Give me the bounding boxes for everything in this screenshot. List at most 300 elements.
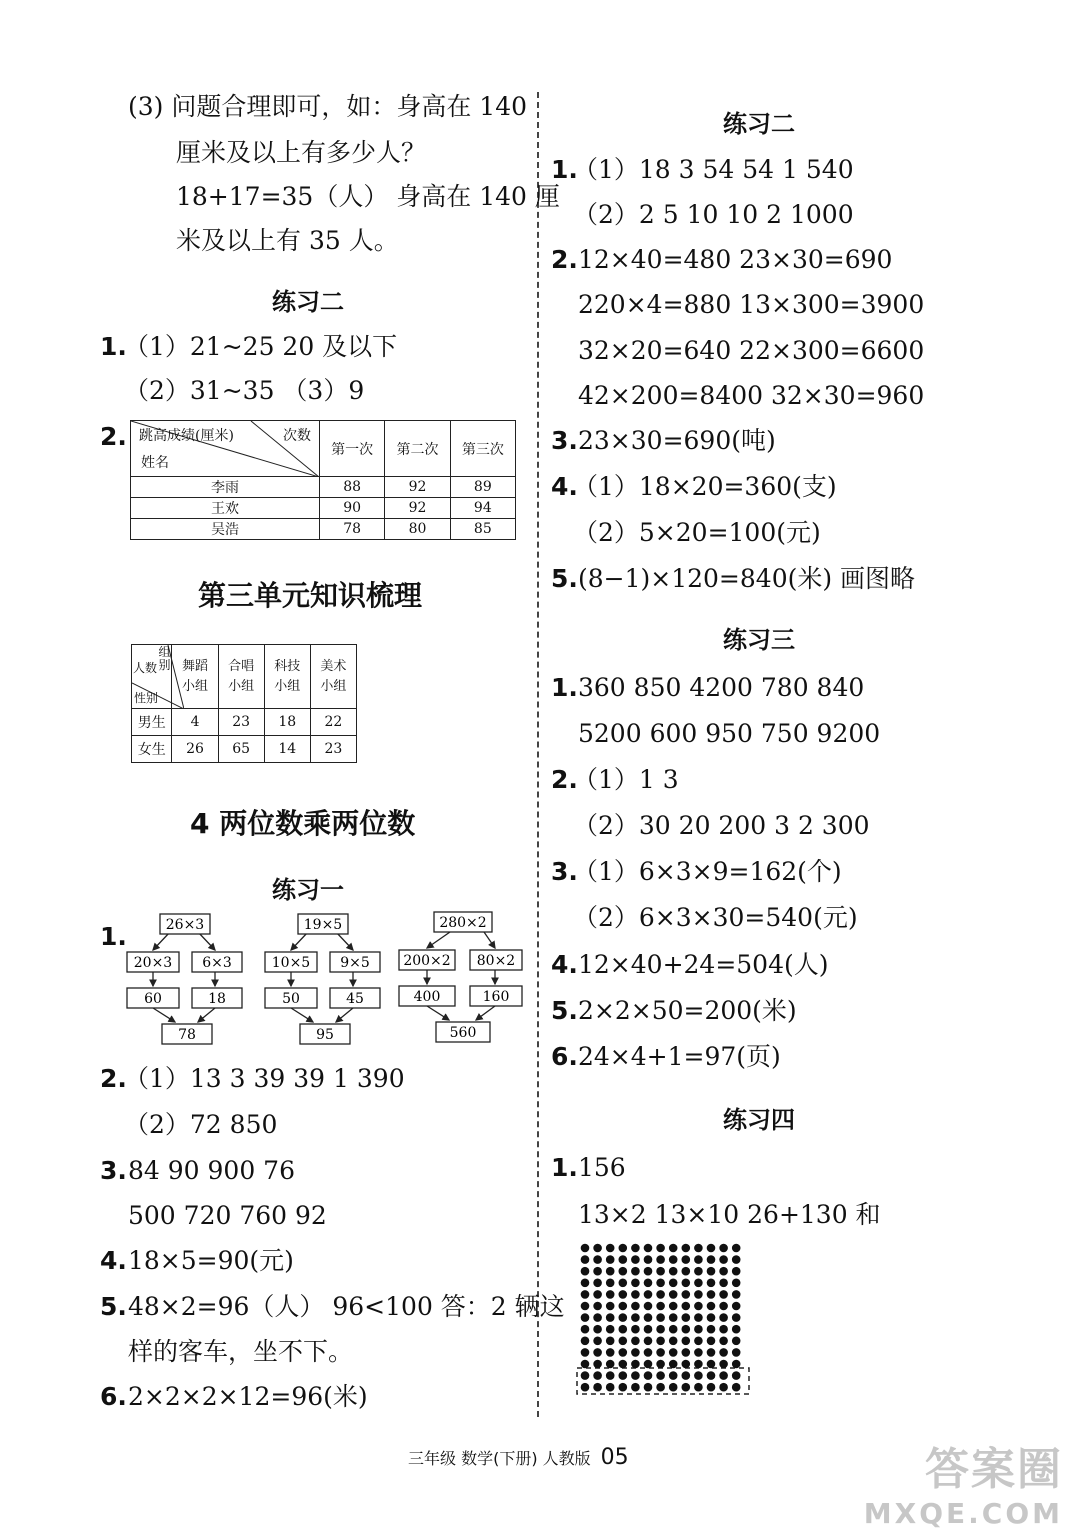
dot [593,1244,602,1253]
dot [707,1371,716,1380]
dot [619,1244,628,1253]
question-number: 3. [551,426,578,455]
row-name: 男生 [132,709,172,736]
answer-line: （1）18×20=360(支) [573,472,837,501]
header-score: 跳高成绩(厘米) [139,428,234,444]
dot [644,1383,653,1392]
answer-line: 24×4+1=97(页) [578,1042,781,1071]
table-cell: 89 [450,477,515,498]
table-cell: 78 [320,519,385,540]
tree-right-value: 18 [208,991,226,1007]
dot [581,1337,590,1346]
section-heading: 练习二 [272,288,344,316]
section-heading: 练习四 [723,1106,795,1134]
question-number: 5. [551,564,578,593]
dot [619,1313,628,1322]
tree-right-value: 160 [482,989,510,1005]
answer-line: 23×30=690(吨) [578,426,776,455]
dot [707,1290,716,1299]
dot [682,1267,691,1276]
dot [694,1337,703,1346]
question-number: 5. [551,996,578,1025]
answer-line: 500 720 760 92 [128,1201,327,1230]
question-number: 1. [551,1153,578,1182]
question-number: 1. [551,155,578,184]
answer-line: 18×5=90(元) [128,1246,294,1275]
dot [669,1348,678,1357]
tree-result: 78 [178,1027,196,1043]
dot [593,1279,602,1288]
dot [581,1244,590,1253]
dot [581,1267,590,1276]
dot [644,1325,653,1334]
dot [707,1279,716,1288]
answer-line: （2）6×3×30=540(元) [573,903,858,932]
dot [719,1255,728,1264]
dot [732,1325,741,1334]
dot [719,1337,728,1346]
tree-result: 95 [316,1027,334,1043]
dot [606,1255,615,1264]
dot [593,1383,602,1392]
question-number: 1. [100,922,127,951]
dot [707,1360,716,1369]
dot [669,1325,678,1334]
header-name: 姓名 [141,455,169,471]
table-cell: 23 [310,736,356,763]
dot [656,1337,665,1346]
dot [669,1267,678,1276]
dot [606,1337,615,1346]
answer-line: 84 90 900 76 [128,1156,295,1185]
dot [682,1383,691,1392]
answer-line: 12×40+24=504(人) [578,950,829,979]
dot [619,1279,628,1288]
answer-line: （2）5×20=100(元) [573,518,821,547]
dot [719,1325,728,1334]
table-cell: 92 [385,498,450,519]
table-cell: 18 [264,709,310,736]
answer-line: （1）18 3 54 54 1 540 [573,155,854,184]
answer-line: 220×4=880 13×300=3900 [578,290,925,319]
dot [707,1383,716,1392]
dot [682,1302,691,1311]
dot [631,1360,640,1369]
dot [694,1267,703,1276]
row-name: 王欢 [131,498,320,519]
question-number: 5. [100,1292,127,1321]
dot [707,1244,716,1253]
dot [606,1360,615,1369]
dot [619,1302,628,1311]
header-sex: 性别 [134,691,159,705]
dot [669,1302,678,1311]
dot [619,1360,628,1369]
dot [682,1244,691,1253]
dot [732,1244,741,1253]
tree-3 [399,912,522,1042]
section-heading: 练习三 [723,626,795,654]
dot [619,1267,628,1276]
dot [682,1348,691,1357]
dot [682,1325,691,1334]
dot [707,1313,716,1322]
diagonal-header-cell [131,421,320,477]
question-number: 6. [551,1042,578,1071]
dot [669,1290,678,1299]
column-header: 科技小组 [264,645,310,709]
unit-heading: 第三单元知识梳理 [198,579,423,612]
dot [593,1255,602,1264]
chapter-heading: 4 两位数乘两位数 [190,807,416,840]
row-name: 李雨 [131,477,320,498]
table-cell: 65 [218,736,264,763]
dot [644,1302,653,1311]
tree-left-value: 60 [144,991,162,1007]
dot [669,1313,678,1322]
dot [669,1244,678,1253]
answer-line: 厘米及以上有多少人？ [176,138,427,167]
answer-line: 156 [578,1153,626,1182]
dot [656,1302,665,1311]
question-number: 4. [551,472,578,501]
table-cell: 80 [385,519,450,540]
dot [719,1383,728,1392]
answer-line: 48×2=96（人） 96<100 答：2 辆这 [128,1292,565,1321]
dot [606,1371,615,1380]
tree-left: 10×5 [271,955,311,971]
dot [669,1360,678,1369]
dot [707,1337,716,1346]
dot [732,1360,741,1369]
dot [669,1383,678,1392]
answer-line: 42×200=8400 32×30=960 [578,381,925,410]
answer-line: 12×40=480 23×30=690 [578,245,893,274]
dot [593,1313,602,1322]
question-number: 1. [100,332,127,361]
tree-top: 280×2 [439,915,487,931]
dot [656,1360,665,1369]
header-count: 人数 [133,661,158,675]
watermark [864,1433,1063,1530]
dot [644,1244,653,1253]
dot [669,1371,678,1380]
dot [656,1383,665,1392]
dot [606,1290,615,1299]
dot [656,1267,665,1276]
dot [682,1337,691,1346]
tree-left: 20×3 [133,955,173,971]
dot [682,1371,691,1380]
dot [682,1360,691,1369]
dot [593,1348,602,1357]
dot [719,1302,728,1311]
dot [593,1290,602,1299]
answer-line: (8−1)×120=840(米) 画图略 [578,564,916,593]
dot [581,1383,590,1392]
tree-2 [265,914,380,1044]
dot [732,1383,741,1392]
dot [707,1325,716,1334]
dot [732,1279,741,1288]
answer-line: 5200 600 950 750 9200 [578,719,881,748]
dot [682,1279,691,1288]
dot [694,1325,703,1334]
dot [669,1337,678,1346]
dot [707,1267,716,1276]
dot [631,1255,640,1264]
section-heading: 练习一 [272,876,344,904]
dot [619,1337,628,1346]
dot [581,1360,590,1369]
table-cell: 14 [264,736,310,763]
dot [644,1313,653,1322]
answer-line: 32×20=640 22×300=6600 [578,336,925,365]
dot [631,1290,640,1299]
dot [656,1371,665,1380]
tree-1 [127,914,242,1044]
dot [593,1267,602,1276]
column-header: 第二次 [385,421,450,477]
dot [656,1313,665,1322]
dot [581,1290,590,1299]
question-number: 4. [100,1246,127,1275]
header-group: 组别 [158,645,171,672]
dot [581,1371,590,1380]
dot [719,1348,728,1357]
dot [644,1279,653,1288]
dot [619,1348,628,1357]
page-footer [408,1445,629,1470]
table-cell: 90 [320,498,385,519]
row-name: 吴浩 [131,519,320,540]
question-number: 2. [551,245,578,274]
question-number: 2. [100,1064,127,1093]
dot [631,1371,640,1380]
tree-right: 6×3 [202,955,232,971]
dot [593,1337,602,1346]
column-header: 合唱小组 [218,645,264,709]
answer-line: （2）30 20 200 3 2 300 [573,811,870,840]
dot [606,1348,615,1357]
dot [694,1371,703,1380]
column-header: 第三次 [450,421,515,477]
dot [644,1371,653,1380]
dot [631,1325,640,1334]
dot [694,1290,703,1299]
dot [656,1348,665,1357]
answer-line: （1）21~25 20 及以下 [124,332,398,361]
watermark-logo: 答案圈 [925,1444,1063,1495]
answer-line: 360 850 4200 780 840 [578,673,865,702]
dot [631,1383,640,1392]
dot [656,1290,665,1299]
diagonal-header-cell [132,645,172,709]
dot [656,1255,665,1264]
dot [719,1290,728,1299]
table-cell: 22 [310,709,356,736]
dot [732,1290,741,1299]
dot [593,1371,602,1380]
answer-line: （2）31~35 （3）9 [124,376,365,405]
dot [619,1255,628,1264]
question-number: 6. [100,1382,127,1411]
answer-line: （2）72 850 [124,1110,278,1139]
dot [707,1348,716,1357]
dot [644,1348,653,1357]
dot [694,1313,703,1322]
dot [719,1279,728,1288]
dot [606,1313,615,1322]
dot [619,1383,628,1392]
answer-line: （1）13 3 39 39 1 390 [124,1064,405,1093]
dot [631,1337,640,1346]
dot [606,1244,615,1253]
dot-array-diagram [575,1240,755,1400]
table-cell: 4 [172,709,218,736]
answer-line: (3) 问题合理即可，如：身高在 140 [128,92,528,121]
dot [631,1302,640,1311]
dot [719,1360,728,1369]
tree-left-value: 50 [282,991,300,1007]
column-header: 舞蹈小组 [172,645,218,709]
question-number: 2. [100,422,127,451]
question-number: 3. [551,857,578,886]
question-number: 4. [551,950,578,979]
dot [732,1348,741,1357]
dot [732,1313,741,1322]
dot [719,1244,728,1253]
dot [682,1313,691,1322]
dot [669,1255,678,1264]
dot [593,1360,602,1369]
dot [694,1279,703,1288]
dot [619,1325,628,1334]
dot [581,1279,590,1288]
answer-line: （2）2 5 10 10 2 1000 [573,200,854,229]
answer-line: （1）1 3 [573,765,679,794]
row-name: 女生 [132,736,172,763]
dot [606,1325,615,1334]
table-cell: 94 [450,498,515,519]
jump-score-table [130,420,516,540]
footer-text: 三年级 数学(下册) 人教版 [408,1449,591,1468]
dot [581,1325,590,1334]
tree-right-value: 45 [346,991,364,1007]
dot [644,1267,653,1276]
dot [619,1371,628,1380]
dot [694,1302,703,1311]
tree-left-value: 400 [413,989,441,1005]
tree-right: 9×5 [340,955,370,971]
answer-line: 样的客车，坐不下。 [128,1337,354,1366]
dot [644,1290,653,1299]
table-cell: 85 [450,519,515,540]
table-cell: 23 [218,709,264,736]
answer-line: 13×2 13×10 26+130 和 [578,1200,881,1229]
tree-top: 26×3 [165,917,205,933]
dot [631,1279,640,1288]
dot [631,1348,640,1357]
question-number: 1. [551,673,578,702]
computation-trees [120,906,530,1050]
dot [581,1255,590,1264]
dot [719,1267,728,1276]
tree-left: 200×2 [403,953,451,969]
dot [707,1302,716,1311]
table-cell: 92 [385,477,450,498]
dot [644,1360,653,1369]
column-header: 第一次 [320,421,385,477]
dot [656,1244,665,1253]
dot [631,1244,640,1253]
dot [694,1360,703,1369]
dot [707,1255,716,1264]
section-heading: 练习二 [723,110,795,138]
table-cell: 26 [172,736,218,763]
dot [732,1255,741,1264]
tree-result: 560 [449,1025,477,1041]
dot [644,1337,653,1346]
dot [719,1371,728,1380]
dot [581,1313,590,1322]
dot [732,1371,741,1380]
answer-line: 米及以上有 35 人。 [176,226,399,255]
column-header: 美术小组 [310,645,356,709]
answer-line: 2×2×2×12=96(米) [128,1382,368,1411]
dot [669,1279,678,1288]
dot [694,1348,703,1357]
group-table [131,644,357,763]
dot [694,1255,703,1264]
dot [581,1348,590,1357]
tree-right: 80×2 [476,953,516,969]
dot [606,1302,615,1311]
dot [631,1267,640,1276]
dot [719,1313,728,1322]
dot [732,1302,741,1311]
dot [631,1313,640,1322]
dot [606,1267,615,1276]
tree-top: 19×5 [303,917,343,933]
table-cell: 88 [320,477,385,498]
dot [593,1302,602,1311]
question-number: 2. [551,765,578,794]
watermark-url: MXQE.COM [863,1497,1063,1530]
answer-line: 18+17=35（人） 身高在 140 厘 [176,182,560,211]
question-number: 3. [100,1156,127,1185]
answer-line: （1）6×3×9=162(个) [573,857,842,886]
dot [656,1279,665,1288]
dot [682,1255,691,1264]
dot [694,1383,703,1392]
dot [732,1337,741,1346]
dot [581,1302,590,1311]
dot [732,1267,741,1276]
column-divider [537,92,539,1417]
dot [606,1279,615,1288]
dot [694,1244,703,1253]
answer-line: 2×2×50=200(米) [578,996,797,1025]
dot [606,1383,615,1392]
page-number: 05 [600,1445,629,1470]
dot [644,1255,653,1264]
dot [656,1325,665,1334]
dot [593,1325,602,1334]
dot [619,1290,628,1299]
header-count: 次数 [283,428,311,444]
dot [682,1290,691,1299]
